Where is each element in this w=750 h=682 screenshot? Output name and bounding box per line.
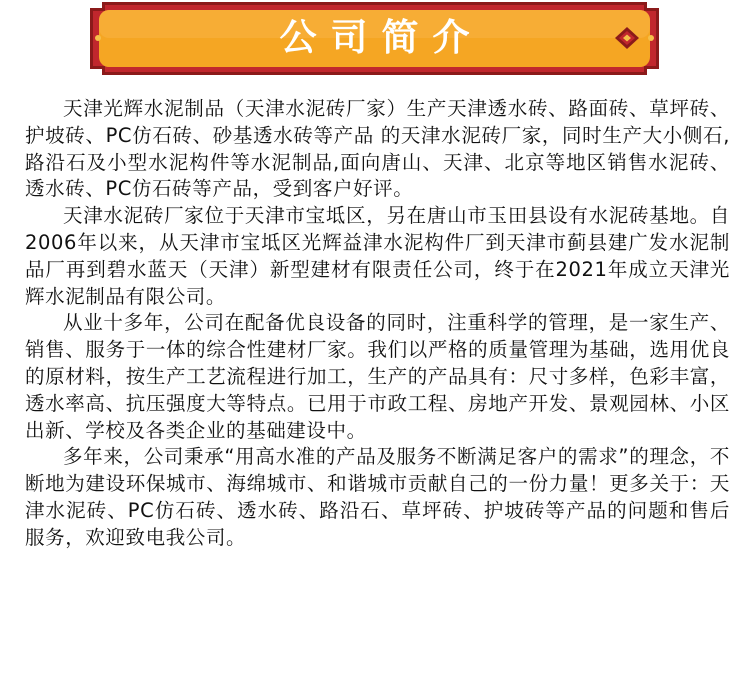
intro-paragraph-3: 从业十多年，公司在配备优良设备的同时，注重科学的管理，是一家生产、销售、服务于一体的综合性建材厂家。我们以严格的质量管理为基础，选用优良的原材料，按生产工艺流程进行加工，生产的产品具有：尺寸多样，色彩丰富，透水率高、抗压强度大等特点。已用于市政工程、房地产开发、景观园林、小区出新、学校及各类企业的基础建设中。 [25, 311, 730, 442]
company-intro-text [25, 96, 730, 552]
intro-paragraph-4: 多年来，公司秉承“用高水准的产品及服务不断满足客户的需求”的理念，不断地为建设环保城市、海绵城市、和谐城市贡献自己的一份力量！更多关于：天津水泥砖、PC仿石砖、透水砖、路沿石、草坪砖、护坡砖等产品的问题和售后服务，欢迎致电我公司。 [25, 445, 730, 549]
title-banner [88, 0, 661, 77]
intro-paragraph-2: 天津水泥砖厂家位于天津市宝坻区，另在唐山市玉田县设有水泥砖基地。自2006年以来，从天津市宝坻区光辉益津水泥构件厂到天津市蓟县建广发水泥制品厂再到碧水蓝天（天津）新型建材有限责任公司，终于在2021年成立天津光辉水泥制品有限公司。 [25, 204, 730, 308]
page-title: 公司简介 [279, 15, 484, 59]
intro-paragraph-1: 天津光辉水泥制品（天津水泥砖厂家）生产天津透水砖、路面砖、草坪砖、护坡砖、PC仿石砖、砂基透水砖等产品 的天津水泥砖厂家，同时生产大小侧石,路沿石及小型水泥构件等水泥制品,面向唐山、天津、北京等地区销售水泥砖、透水砖、PC仿石砖等产品，受到客户好评。 [25, 97, 730, 201]
